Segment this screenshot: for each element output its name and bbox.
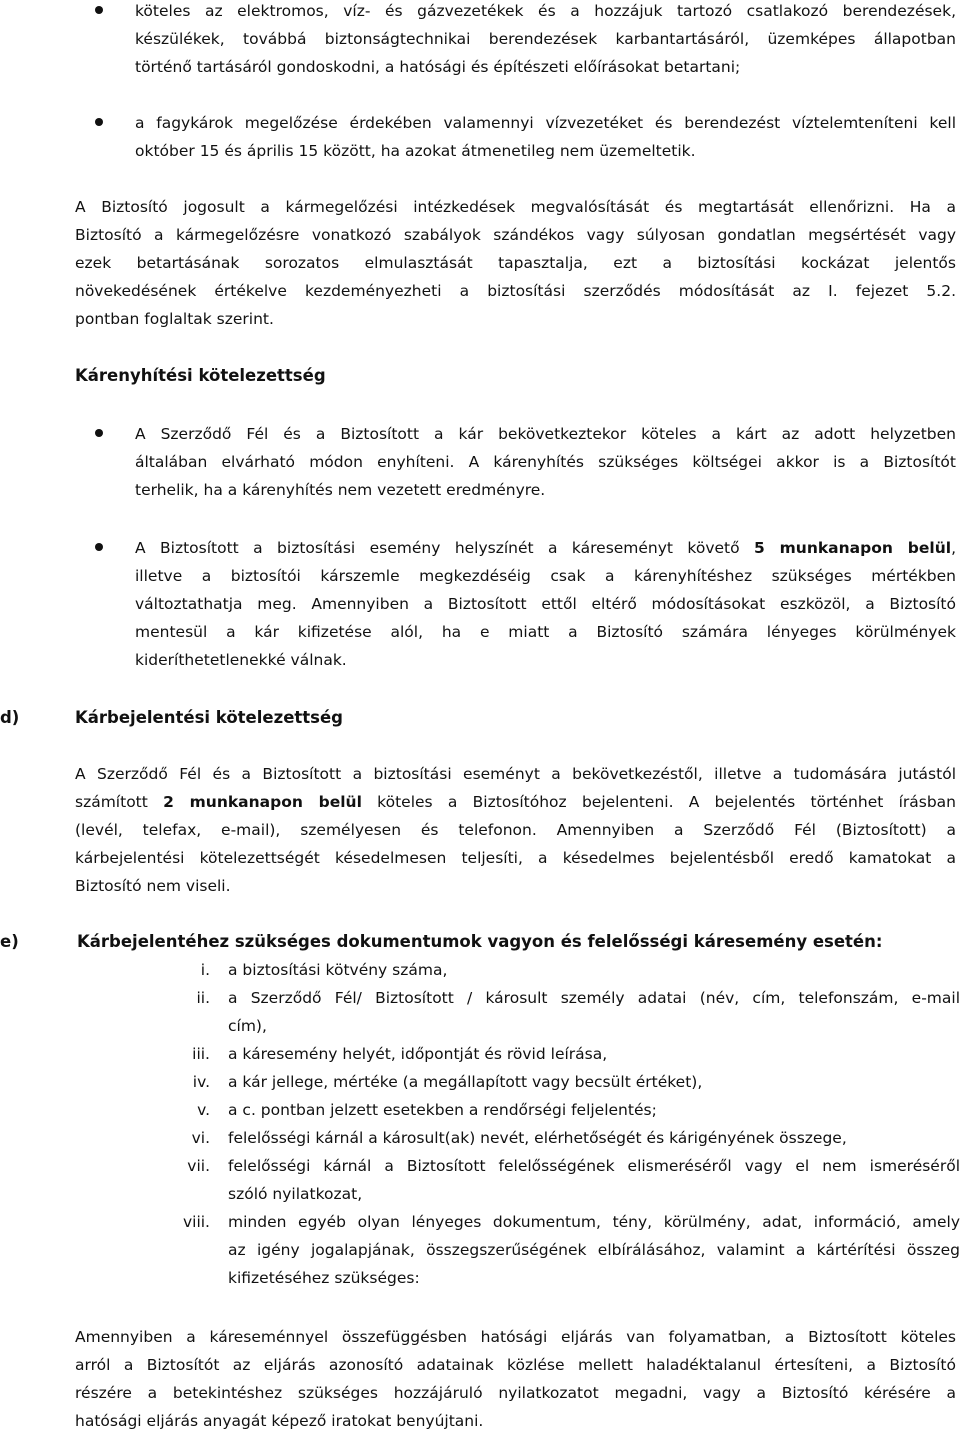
list-item <box>140 1096 960 1124</box>
text-line: kárbejelentési kötelezettségét késedelmesen teljesíti, a késedelmes bejelentésből eredő kamatokat a <box>75 849 956 867</box>
list-item <box>140 1208 960 1292</box>
list-number: vi. <box>191 1129 210 1147</box>
text-line: A Biztosító jogosult a kármegelőzési intézkedések megvalósítását és megtartását ellenőrizni. Ha a <box>75 198 956 216</box>
text-line: növekedésének értékelve kezdeményezheti a biztosítási szerződés módosítását az I. fejezet 5.2. <box>75 282 956 300</box>
text-line: általában elvárható módon enyhíteni. A kárenyhítés szükséges költségei akkor is a Biztosítót <box>135 453 956 471</box>
text-line: terhelik, ha a kárenyhítés nem vezetett eredményre. <box>135 481 546 499</box>
bullet-icon <box>95 429 103 437</box>
text-line: köteles az elektromos, víz- és gázvezetékek és a hozzájuk tartozó csatlakozó berendezések, <box>135 2 956 20</box>
text-line: ezek betartásának sorozatos elmulasztását tapasztalja, ezt a biztosítási kockázat jelentős <box>75 254 956 272</box>
bullet-icon <box>95 118 103 126</box>
text-line: kifizetéséhez szükséges: <box>228 1269 420 1287</box>
text-line: felelősségi kárnál a károsult(ak) nevét, elérhetőségét és kárigényének összege, <box>228 1129 847 1147</box>
text-line: cím), <box>228 1017 267 1035</box>
list-number: viii. <box>182 1213 210 1231</box>
list-item <box>135 109 956 165</box>
list-item <box>135 0 956 81</box>
paragraph-authority <box>75 1323 956 1435</box>
list-item <box>140 1124 960 1152</box>
list-number: i. <box>200 961 210 979</box>
text-line: a c. pontban jelzett esetekben a rendőrségi feljelentés; <box>228 1101 657 1119</box>
text-line: szóló nyilatkozat, <box>228 1185 363 1203</box>
text-line <box>135 534 956 562</box>
text-line: felelősségi kárnál a Biztosított felelősségének elismeréséről vagy el nem ismeréséről <box>228 1157 960 1175</box>
text-line: a kár jellege, mértéke (a megállapított vagy becsült értéket), <box>228 1073 703 1091</box>
text-span: , <box>951 539 956 557</box>
list-item <box>135 534 956 674</box>
text-span: köteles a Biztosítóhoz bejelenteni. A bejelentés történhet írásban <box>361 793 956 811</box>
bold-text: 2 munkanapon belül <box>163 793 362 811</box>
section-heading: Kárbejelentési kötelezettség <box>75 708 343 727</box>
list-number: v. <box>197 1101 210 1119</box>
text-line <box>75 788 956 816</box>
text-line: az igény jogalapjának, összegszerűségének elbírálásához, valamint a kártérítési összeg <box>228 1241 960 1259</box>
text-line: (levél, telefax, e-mail), személyesen és telefonon. Amennyiben a Szerződő Fél (Biztosított) a <box>75 821 956 839</box>
text-line: részére a betekintéshez szükséges hozzájáruló nyilatkozatot megadni, vagy a Biztosító kérésére a <box>75 1384 956 1402</box>
text-line: illetve a biztosítói kárszemle megkezdéséig csak a kárenyhítéshez szükséges mértékben <box>135 567 956 585</box>
text-line: október 15 és április 15 között, ha azokat átmenetileg nem üzemeltetik. <box>135 142 696 160</box>
section-heading: Kárenyhítési kötelezettség <box>75 366 326 385</box>
text-line: arról a Biztosítót az eljárás azonosító adatainak közlése mellett haladéktalanul értesíteni, a Biztosító <box>75 1356 956 1374</box>
text-line: kideríthetetlenekké válnak. <box>135 651 347 669</box>
list-number: vii. <box>187 1157 210 1175</box>
paragraph-reporting <box>75 760 956 900</box>
list-number: iv. <box>192 1073 210 1091</box>
list-item <box>135 420 956 504</box>
list-number: ii. <box>196 989 210 1007</box>
text-line: Amennyiben a káreseménnyel összefüggésben hatósági eljárás van folyamatban, a Biztosított köteles <box>75 1328 956 1346</box>
text-line: A Szerződő Fél és a Biztosított a biztosítási eseményt a bekövetkezéstől, illetve a tudomására jutástól <box>75 765 956 783</box>
text-line: Biztosító nem viseli. <box>75 877 231 895</box>
list-item <box>140 1152 960 1208</box>
text-line: a fagykárok megelőzése érdekében valamennyi vízvezetéket és berendezést víztelemteníteni kell <box>135 114 956 132</box>
text-line: változtathatja meg. Amennyiben a Biztosított ettől eltérő módosításokat eszközöl, a Biztosító <box>135 595 956 613</box>
text-span: számított <box>75 793 164 811</box>
text-line: mentesül a kár kifizetése alól, ha e miatt a Biztosító számára lényeges körülmények <box>135 623 956 641</box>
text-span: A Biztosított a biztosítási esemény helyszínét a káreseményt követő <box>135 539 754 557</box>
list-item <box>140 984 960 1040</box>
section-letter: e) <box>0 932 19 951</box>
paragraph-control <box>75 193 956 333</box>
text-line: készülékek, továbbá biztonságtechnikai berendezések karbantartásáról, üzemképes állapotban <box>135 30 956 48</box>
text-line: történő tartásáról gondoskodni, a hatósági és építészeti előírásokat betartani; <box>135 58 741 76</box>
section-letter: d) <box>0 708 20 727</box>
document-list <box>140 956 960 1292</box>
text-line: a káresemény helyét, időpontját és rövid leírása, <box>228 1045 608 1063</box>
text-line: minden egyéb olyan lényeges dokumentum, tény, körülmény, adat, információ, amely <box>228 1213 960 1231</box>
text-line: a biztosítási kötvény száma, <box>228 961 448 979</box>
list-item <box>140 1040 960 1068</box>
section-heading: Kárbejelentéhez szükséges dokumentumok vagyon és felelősségi káresemény esetén: <box>77 932 883 951</box>
bullet-icon <box>95 543 103 551</box>
text-line: Biztosító a kármegelőzésre vonatkozó szabályok szándékos vagy súlyosan gondatlan megsértését vagy <box>75 226 956 244</box>
text-line: hatósági eljárás anyagát képező iratokat benyújtani. <box>75 1412 484 1430</box>
list-item <box>140 1068 960 1096</box>
text-line: a Szerződő Fél/ Biztosított / károsult személy adatai (név, cím, telefonszám, e-mail <box>228 989 960 1007</box>
list-item <box>140 956 960 984</box>
text-line: pontban foglaltak szerint. <box>75 310 274 328</box>
bullet-icon <box>95 6 103 14</box>
text-line: A Szerződő Fél és a Biztosított a kár bekövetkeztekor köteles a kárt az adott helyzetben <box>135 425 956 443</box>
list-number: iii. <box>192 1045 210 1063</box>
bold-text: 5 munkanapon belül <box>754 539 952 557</box>
